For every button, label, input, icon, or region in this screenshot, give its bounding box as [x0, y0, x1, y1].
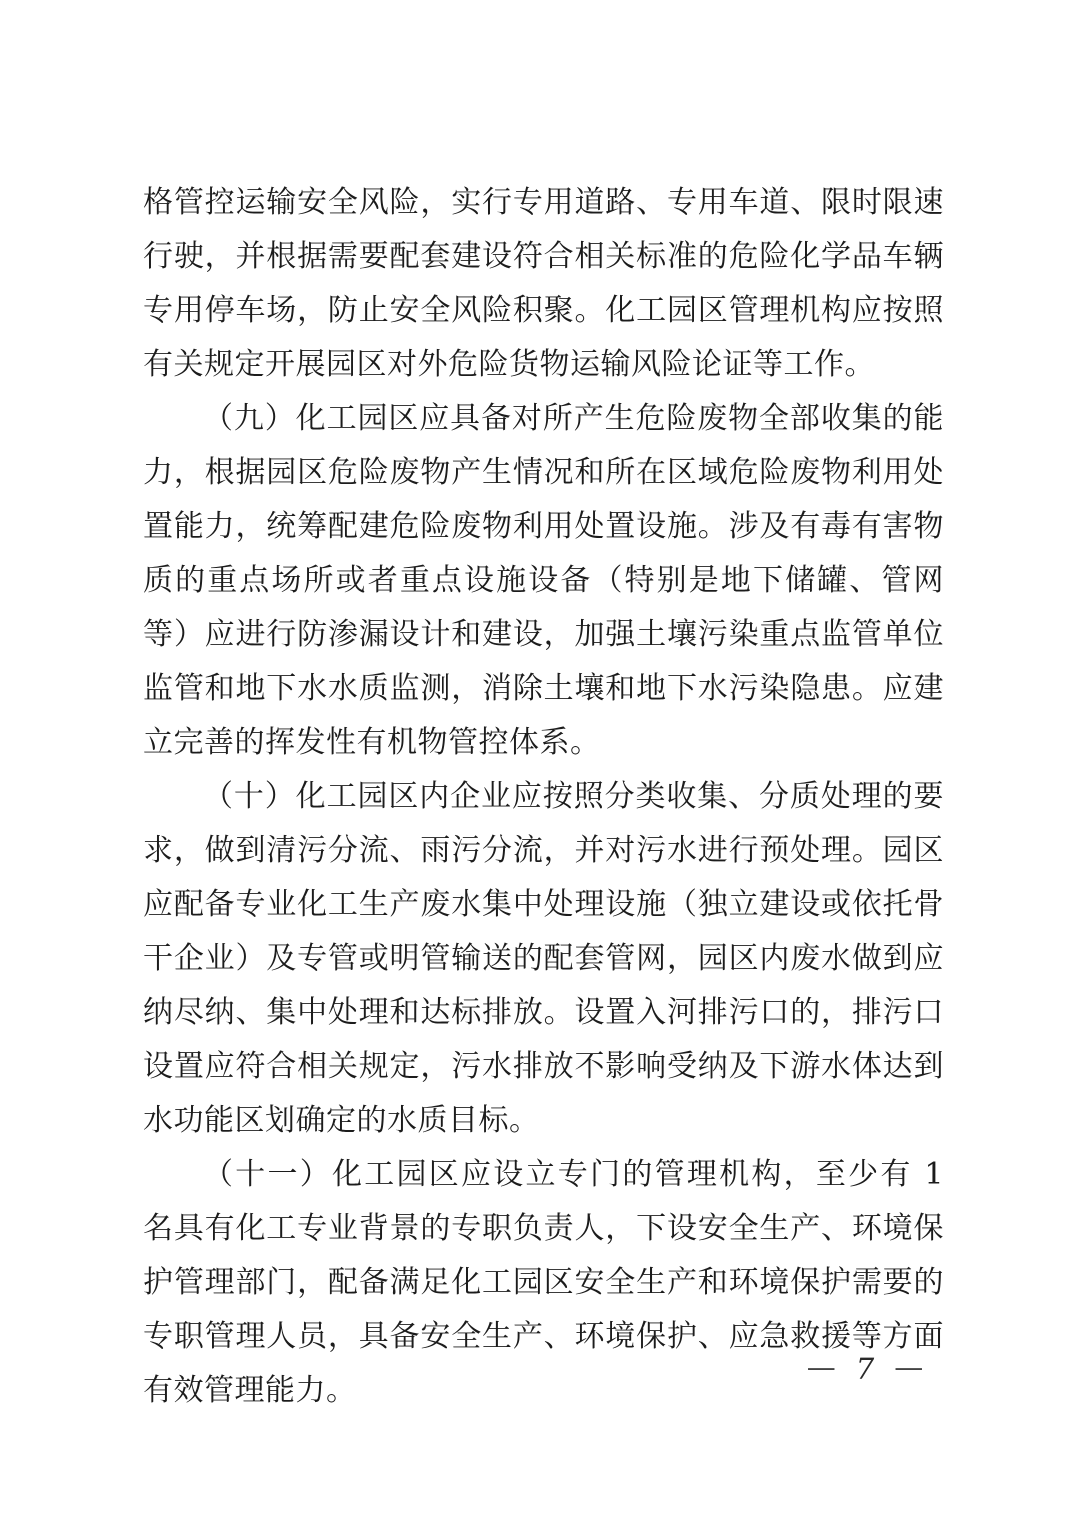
document-body [143, 176, 944, 1418]
paragraph-item-9: （九）化工园区应具备对所产生危险废物全部收集的能力，根据园区危险废物产生情况和所在区域危险废物利用处置能力，统筹配建危险废物利用处置设施。涉及有毒有害物质的重点场所或者重点设施设备（特别是地下储罐、管网等）应进行防渗漏设计和建设，加强土壤污染重点监管单位监管和地下水水质监测，消除土壤和地下水污染隐患。应建立完善的挥发性有机物管控体系。 [143, 401, 944, 760]
paragraph-item-11: （十一）化工园区应设立专门的管理机构，至少有 1 名具有化工专业背景的专职负责人，下设安全生产、环境保护管理部门，配备满足化工园区安全生产和环境保护需要的专职管理人员，具备安全生产、环境保护、应急救援等方面有效管理能力。 [143, 1157, 944, 1408]
paragraph-item-10: （十）化工园区内企业应按照分类收集、分质处理的要求，做到清污分流、雨污分流，并对污水进行预处理。园区应配备专业化工生产废水集中处理设施（独立建设或依托骨干企业）及专管或明管输送的配套管网，园区内废水做到应纳尽纳、集中处理和达标排放。设置入河排污口的，排污口设置应符合相关规定，污水排放不影响受纳及下游水体达到水功能区划确定的水质目标。 [143, 779, 944, 1138]
page-number-dash-left: — [806, 1350, 836, 1384]
page-number-value: 7 [855, 1352, 875, 1386]
page-number-dash-right: — [894, 1350, 924, 1384]
paragraph-continuation: 格管控运输安全风险，实行专用道路、专用车道、限时限速行驶，并根据需要配套建设符合相关标准的危险化学品车辆专用停车场，防止安全风险积聚。化工园区管理机构应按照有关规定开展园区对外危险货物运输风险论证等工作。 [143, 185, 944, 382]
page-number [790, 1352, 940, 1386]
